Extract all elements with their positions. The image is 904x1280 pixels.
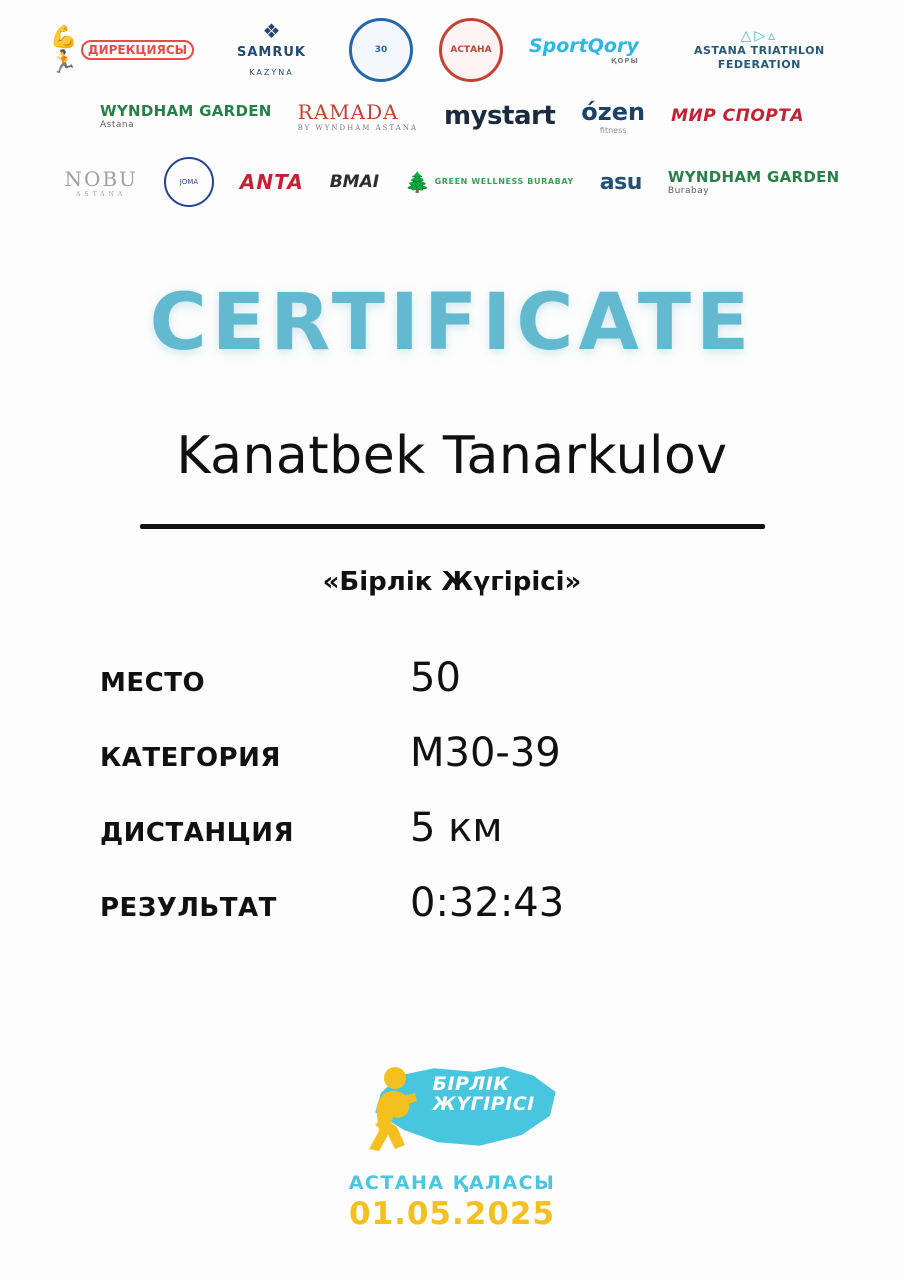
certificate-title: CERTIFICATE: [149, 278, 755, 368]
sponsor-asu-logo: [600, 154, 642, 210]
result-label-place: МЕСТО: [100, 668, 206, 698]
sponsor-astana-30-logo: [349, 22, 413, 78]
sponsor-nobu-label: NOBU: [64, 166, 138, 191]
sponsor-wyndham-astana-label: WYNDHAM GARDEN: [100, 102, 272, 120]
sponsor-row-3: [50, 154, 854, 210]
sponsor-astana-logo: [439, 22, 503, 78]
sponsor-ozen-label: ózen: [581, 97, 646, 126]
name-divider: [140, 524, 765, 529]
sponsor-bar: [0, 0, 904, 226]
event-name: «Бірлік Жүгірісі»: [322, 567, 582, 597]
sponsor-bmai-label: BMAI: [329, 172, 380, 192]
event-date: 01.05.2025: [348, 1196, 556, 1232]
result-row: [100, 880, 804, 926]
result-value-distance: 5 км: [410, 805, 503, 851]
result-label-category: КАТЕГОРИЯ: [100, 743, 281, 773]
event-logo-line2: ЖҮГІРІСІ: [432, 1092, 535, 1115]
result-value-category: M30-39: [410, 730, 561, 776]
sponsor-wyndham-astana-logo: [100, 88, 272, 144]
result-value-place: 50: [410, 655, 461, 701]
sponsor-nobu-logo: [64, 154, 137, 210]
sponsor-anta-logo: [240, 154, 304, 210]
samruk-bird-icon: ❖: [262, 19, 281, 43]
sponsor-mystart-logo: [444, 88, 555, 144]
sponsor-triathlon-label: ASTANA TRIATHLON FEDERATION: [693, 44, 825, 71]
result-row: [100, 655, 804, 701]
sponsor-direkciya-logo: [50, 22, 194, 78]
sponsor-wyndham-burabay-sub: Burabay: [667, 186, 710, 196]
sponsor-row-2: [50, 88, 854, 144]
sponsor-ramada-sub: BY WYNDHAM ASTANA: [297, 124, 419, 132]
sponsor-sportqory-label: SportQory: [528, 35, 639, 57]
event-logo: [0, 1057, 904, 1232]
sponsor-nobu-sub: ASTANA: [76, 190, 127, 198]
sponsor-astana-triathlon-logo: [665, 22, 854, 78]
event-logo-graphic: [345, 1057, 560, 1162]
joma-circle-icon: [164, 157, 214, 207]
triangle-shapes-icon: △▷▵: [740, 27, 779, 44]
sponsor-asu-label: asu: [599, 169, 642, 195]
event-logo-line1: БІРЛІК: [432, 1073, 510, 1095]
sponsor-ramada-label: RAMADA: [297, 100, 399, 124]
result-label-distance: ДИСТАНЦИЯ: [100, 818, 295, 848]
tree-icon: 🌲: [405, 170, 431, 194]
sponsor-green-wellness-label: GREEN WELLNESS BURABAY: [434, 177, 574, 187]
sponsor-green-wellness-logo: [405, 154, 574, 210]
sponsor-joma-logo: [164, 154, 214, 210]
sponsor-bmai-logo: [330, 154, 379, 210]
sponsor-anta-label: ANTA: [239, 170, 304, 194]
sponsor-wyndham-burabay-label: WYNDHAM GARDEN: [667, 168, 840, 186]
result-row: [100, 805, 804, 851]
sponsor-ozen-sub: fitness: [599, 125, 627, 135]
sponsor-samruk-kazyna-logo: [220, 19, 323, 78]
result-label-time: РЕЗУЛЬТАТ: [100, 893, 277, 923]
sponsor-ramada-logo: [298, 88, 418, 144]
sponsor-mir-sporta-logo: [671, 88, 804, 144]
sponsor-wyndham-astana-sub: Astana: [100, 120, 135, 130]
sponsor-sportqory-sub: ҚОРЫ: [610, 57, 639, 65]
sponsor-wyndham-burabay-logo: [668, 154, 840, 210]
astana-30-seal-icon: [349, 18, 413, 82]
astana-seal-icon: [439, 18, 503, 82]
sponsor-joma-label: JOMA: [179, 178, 199, 186]
sponsor-samruk-sub: KAZYNA: [249, 68, 294, 77]
result-row: [100, 730, 804, 776]
sponsor-ozen-logo: [581, 88, 645, 144]
sponsor-mystart-label: mystart: [444, 101, 556, 131]
sponsor-astana30-label: 30: [374, 45, 388, 55]
sponsor-astana-label: АСТАНА: [450, 45, 492, 55]
result-value-time: 0:32:43: [410, 880, 565, 926]
runners-icon: 💪🏃: [50, 25, 75, 75]
participant-name: Kanatbek Tanarkulov: [176, 426, 728, 486]
event-logo-text: [433, 1075, 535, 1115]
running-person-icon: [353, 1065, 425, 1155]
results-table: [0, 655, 904, 926]
sponsor-direkciya-label: ДИРЕКЦИЯСЫ: [81, 40, 194, 60]
sponsor-samruk-label: SAMRUK: [237, 45, 307, 60]
event-city: АСТАНА ҚАЛАСЫ: [348, 1172, 556, 1194]
sponsor-sport-qory-logo: [529, 22, 639, 78]
sponsor-row-1: [50, 19, 854, 78]
sponsor-mir-sporta-label: МИР СПОРТА: [671, 106, 804, 126]
